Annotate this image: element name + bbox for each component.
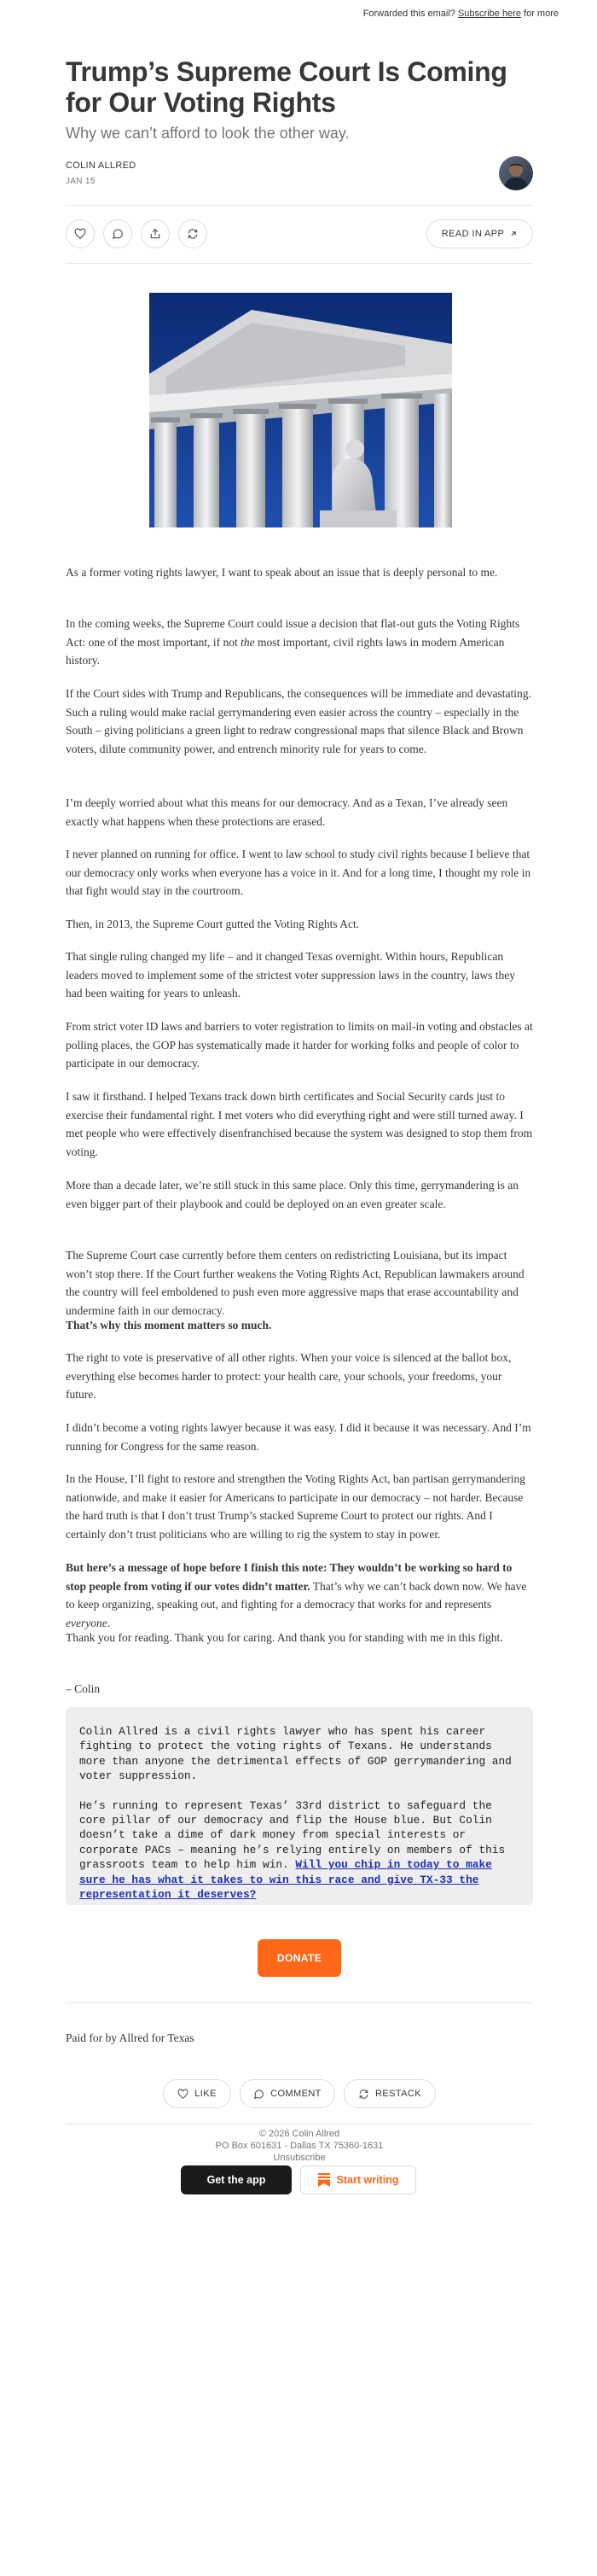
read-in-app-label: READ IN APP [441, 229, 505, 239]
body-paragraph: I saw it firsthand. I helped Texans track down birth certificates and Social Security cards just to exercise their fundamental right. I met voters who did everything right and were still turned away. I met people who were effectively disenfranchised because the system was designed to stop them from voting. [66, 1090, 533, 1158]
body-paragraph: The right to vote is preservative of all other rights. When your voice is silenced at the ballot box, everything else becomes harder to protect: your health care, your schools, your freedoms, your future. [66, 1351, 512, 1402]
callout-paragraph: Colin Allred is a civil rights lawyer who has spent his career fighting to protect the voting rights of Texans. He understands more than anyone the detrimental effects of GOP gerrymandering and voter suppression. [79, 1725, 512, 1783]
body-paragraph: I’m deeply worried about what this means for our democracy. And as a Texan, I’ve already seen exactly what happens when these protections are erased. [66, 796, 508, 828]
substack-logo-icon [318, 2173, 330, 2187]
avatar-image [499, 156, 533, 190]
body-paragraph: Then, in 2013, the Supreme Court gutted the Voting Rights Act. [66, 918, 360, 930]
text-span: In the coming weeks, the Supreme Court could issue a decision that flat-out guts the Voting Rights Act: one of the most important, if not [66, 617, 520, 649]
body-paragraph: I didn’t become a voting rights lawyer because it was easy. I did it because it was necessary. And I’m running for Congress for the same reason. [66, 1421, 531, 1453]
divider [66, 263, 533, 264]
supreme-court-illustration [149, 293, 452, 527]
callout-box [66, 1707, 533, 1905]
body-paragraph: Thank you for reading. Thank you for caring. And thank you for standing with me in this fight. [66, 1631, 503, 1644]
body-paragraph [66, 615, 533, 670]
comment-icon [253, 2089, 264, 2100]
comment-button[interactable] [103, 219, 132, 248]
donate-button[interactable]: DONATE [258, 1939, 341, 1977]
donate-link[interactable]: Will you chip in today to make sure he has what it takes to win this race and give TX-33 the representation it deserves? [79, 1858, 492, 1902]
body-paragraph: As a former voting rights lawyer, I want to speak about an issue that is deeply personal to me. [66, 566, 498, 579]
body-paragraph: In the House, I’ll fight to restore and strengthen the Voting Rights Act, ban partisan gerrymandering nationwide, and make it easier for Americans to participate in our democracy – not harder. Because the hard truth is that I don’t trust Trump’s stacked Supreme Court to protect our rights. And I certainly don’t trust politicians who are willing to rig the system to stay in power. [66, 1472, 526, 1541]
avatar[interactable] [499, 156, 533, 190]
emphasis-text: everyone [66, 1616, 107, 1629]
bold-text: But here’s a message of hope before I finish this note: They wouldn’t be working so hard to stop people from voting if our votes didn’t matter. [66, 1561, 513, 1593]
restack-icon [187, 228, 199, 240]
post-subtitle: Why we can’t afford to look the other way. [66, 125, 350, 142]
heart-icon [177, 2089, 188, 2100]
share-icon [149, 228, 161, 240]
post-title: Trump’s Supreme Court Is Coming for Our Voting Rights [66, 56, 507, 118]
subscribe-link[interactable]: Subscribe here [457, 9, 521, 19]
footer-like-label: LIKE [194, 2089, 217, 2099]
footer-restack-button[interactable] [344, 2079, 436, 2108]
forward-text: Forwarded this email? [362, 9, 455, 19]
text-span: . [107, 1616, 111, 1629]
like-button[interactable] [66, 219, 95, 248]
bold-text: That’s why this moment matters so much. [66, 1319, 272, 1332]
comment-icon [112, 228, 124, 240]
supreme-court-image [149, 293, 452, 527]
body-paragraph: The Supreme Court case currently before them centers on redistricting Louisiana, but its impact won’t stop there. If the Court further weakens the Voting Rights Act, Republican lawmakers around the country will feel emboldened to push even more aggressive maps that erase accountability and undermine faith in our democracy. [66, 1249, 525, 1317]
footer-comment-label: COMMENT [270, 2089, 322, 2099]
restack-button[interactable] [178, 219, 207, 248]
emphasis-text: the [241, 635, 255, 649]
unsubscribe-link[interactable]: Unsubscribe [273, 2153, 326, 2163]
body-paragraph: From strict voter ID laws and barriers to voter registration to limits on mail-in voting and obstacles at polling places, the GOP has systematically made it harder for working folks and people of color to participate in our democracy. [66, 1020, 533, 1070]
text-span: That’s why we can’t back down now. We have to keep organizing, speaking out, and fighting for a democracy that works for and represents [66, 1579, 527, 1611]
body-paragraph [66, 1559, 533, 1632]
post-date: JAN 15 [66, 177, 96, 186]
signoff: – Colin [66, 1682, 101, 1695]
body-paragraph [66, 1316, 533, 1335]
paid-for-text: Paid for by Allred for Texas [66, 2031, 194, 2044]
body-paragraph: More than a decade later, we’re still stuck in this same place. Only this time, gerrymandering is an even bigger part of their playbook and could be deployed on an even greater scale. [66, 1179, 519, 1210]
heart-icon [74, 228, 86, 240]
copyright: © 2026 Colin Allred [258, 2129, 340, 2139]
author-name[interactable]: COLIN ALLRED [66, 160, 136, 171]
start-writing-label: Start writing [336, 2174, 399, 2186]
unsubscribe-row [66, 2153, 533, 2163]
footer-like-button[interactable] [163, 2079, 231, 2108]
forward-suffix: for more [524, 9, 559, 19]
arrow-up-right-icon [509, 230, 518, 238]
text-span: most important, civil rights laws in modern American history. [66, 635, 505, 667]
get-the-app-button[interactable]: Get the app [181, 2165, 292, 2194]
footer-restack-label: RESTACK [375, 2089, 421, 2099]
footer-comment-button[interactable] [240, 2079, 335, 2108]
body-paragraph: If the Court sides with Trump and Republicans, the consequences will be immediate and devastating. Such a ruling would make racial gerrymandering even easier across the country – especially in the South – giving politicians a green light to redraw congressional maps that silence Black and Brown voters, dilute community power, and entrench minority rule for years to come. [66, 687, 531, 755]
restack-icon [358, 2089, 369, 2100]
divider [66, 205, 533, 206]
divider [66, 2002, 533, 2003]
forward-bar [363, 9, 559, 19]
start-writing-button[interactable] [300, 2165, 416, 2194]
callout-paragraph [79, 1798, 519, 1903]
text-span: He’s running to represent Texas’ 33rd district to safeguard the core pillar of our democracy and flip the House blue. But Colin doesn’t take a dime of dark money from special interests or corporate PACs – meaning he’s relying entirely on members of this grassroots team to help him win. [79, 1798, 506, 1872]
address: PO Box 601631 - Dallas TX 75360-1631 [215, 2141, 384, 2151]
body-paragraph: I never planned on running for office. I went to law school to study civil rights because I believe that our democracy only works when everyone has a voice in it. And for a long time, I thought my role in that fight would stay in the courtroom. [66, 848, 531, 898]
read-in-app-button[interactable] [426, 219, 533, 248]
body-paragraph: That single ruling changed my life – and it changed Texas overnight. Within hours, Republican leaders moved to implement some of the strictest voter suppression laws in the country, laws they had been waiting for years to unleash. [66, 950, 516, 1000]
share-button[interactable] [141, 219, 170, 248]
